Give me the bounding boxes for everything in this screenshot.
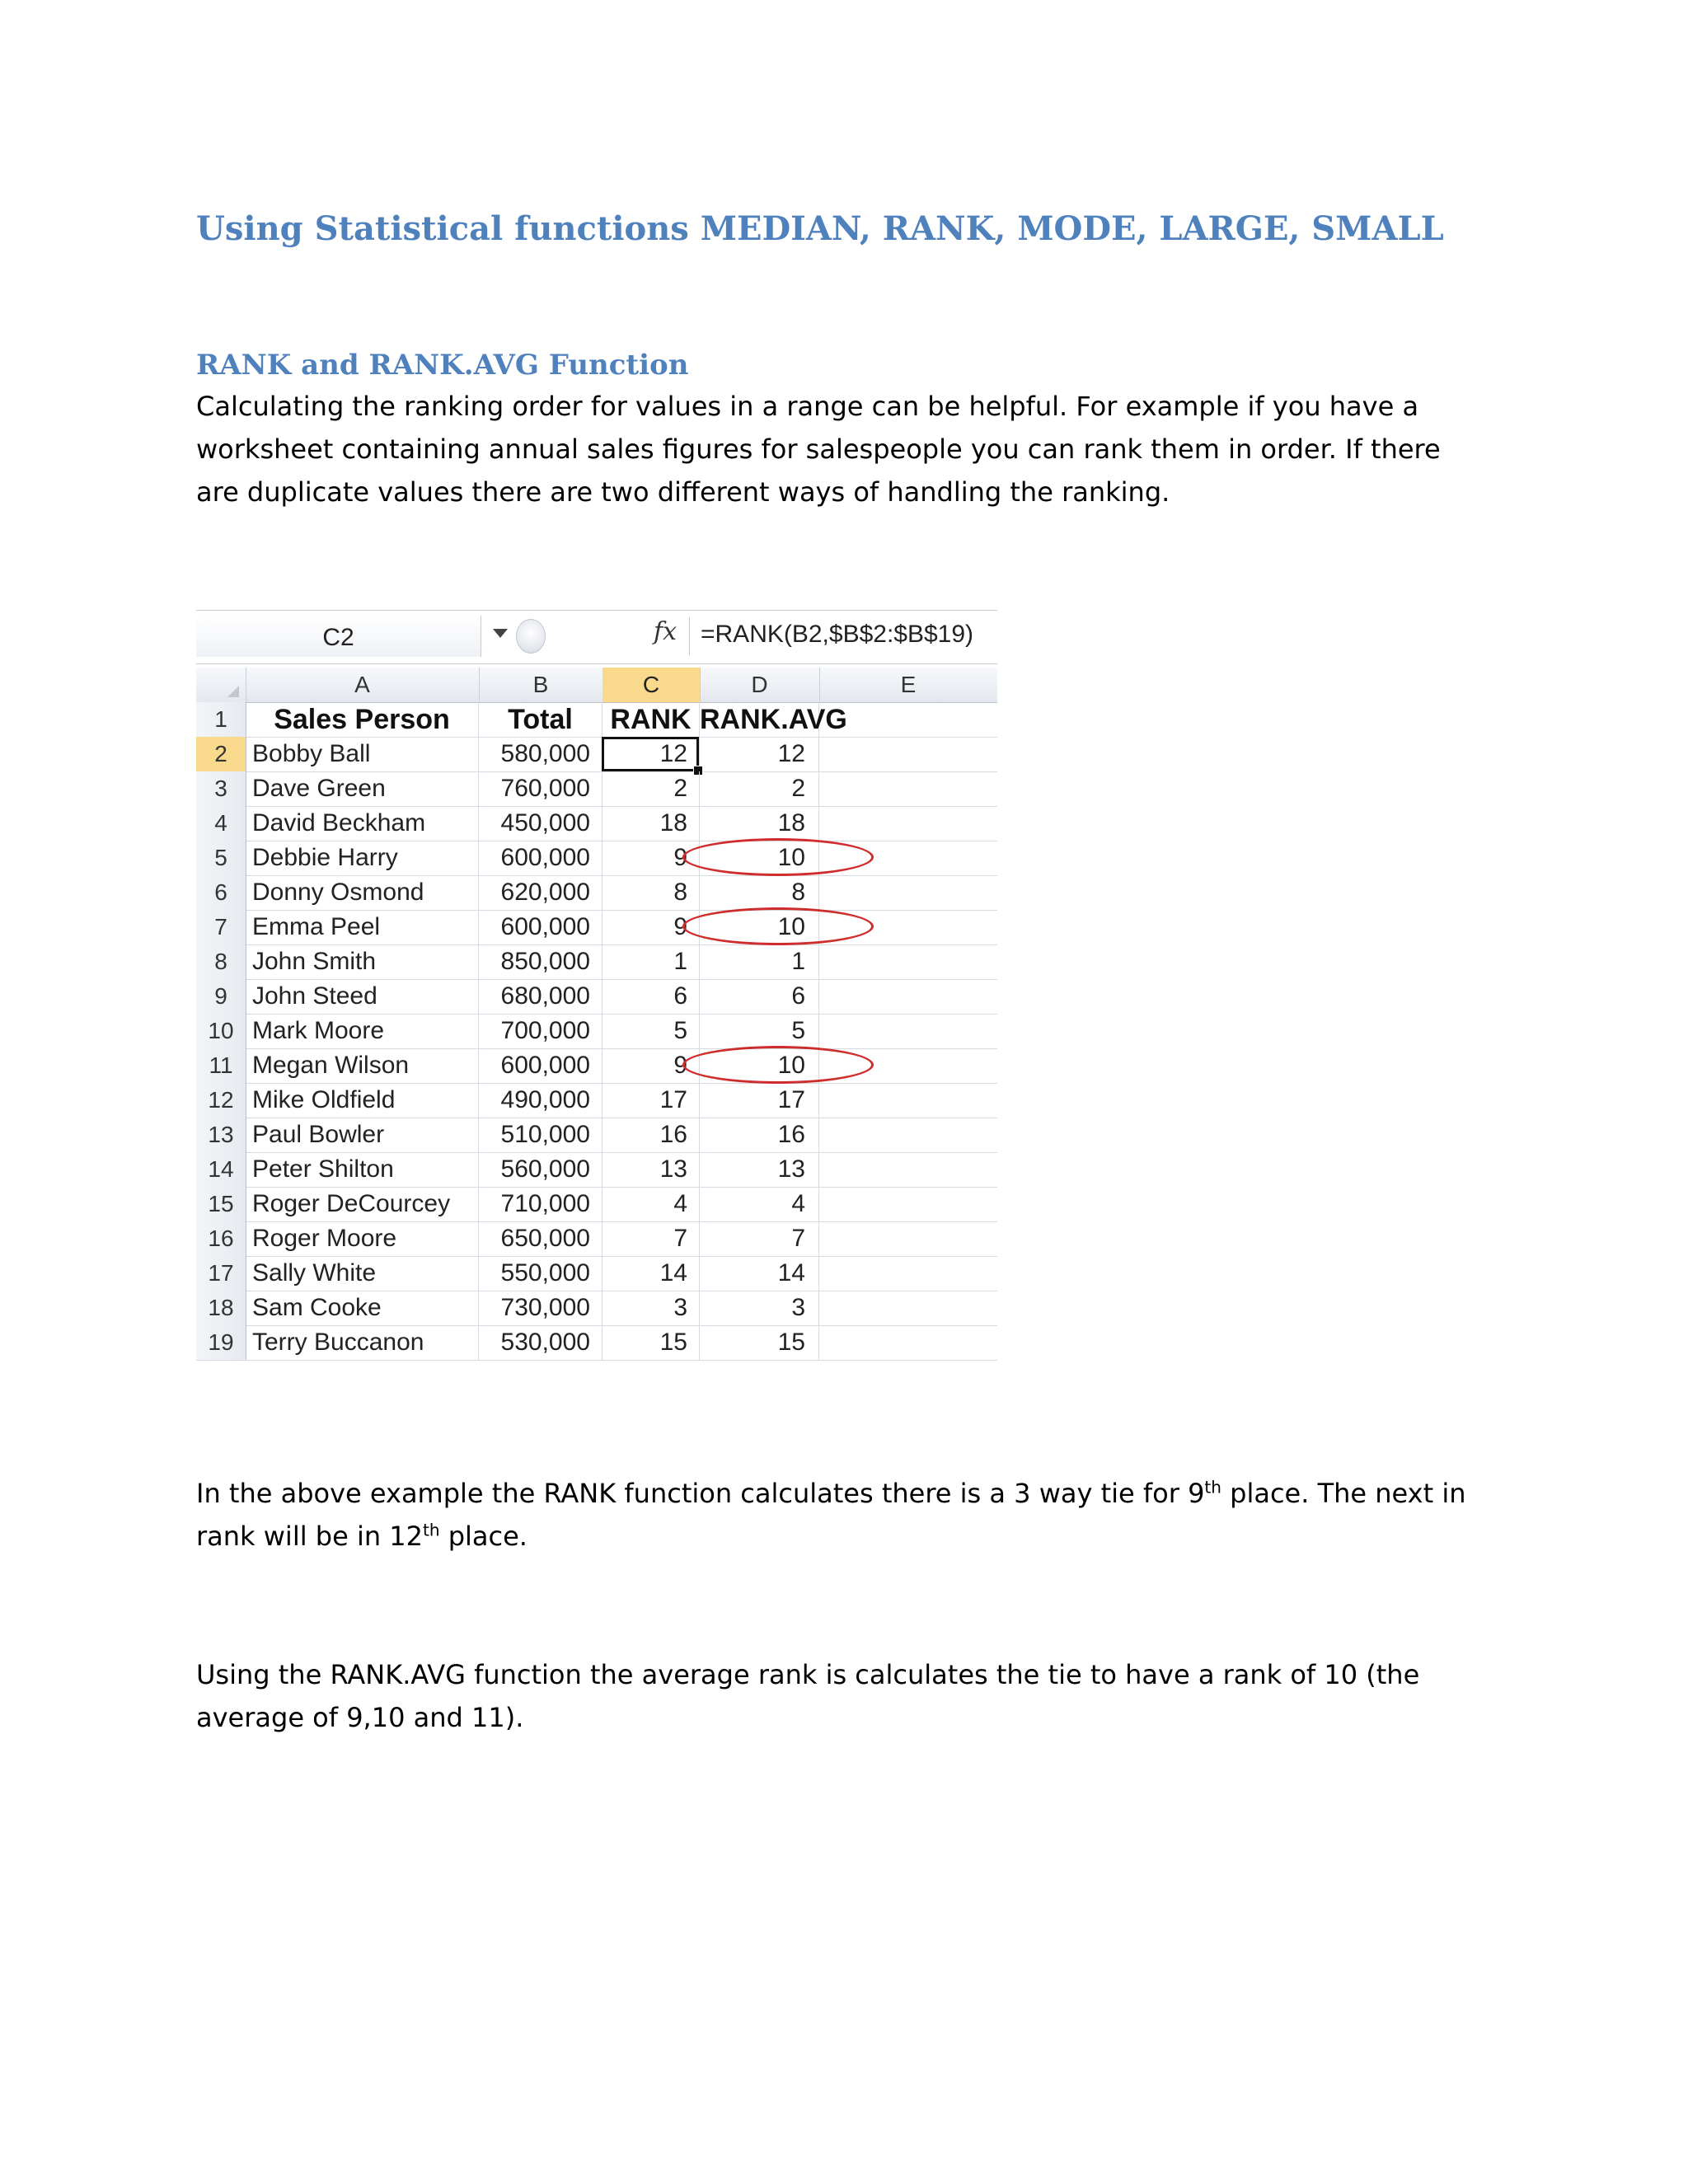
total-cell[interactable]: 560,000 bbox=[479, 1152, 603, 1187]
rank-cell[interactable]: 7 bbox=[603, 1221, 700, 1256]
section-heading: RANK and RANK.AVG Function bbox=[196, 349, 689, 382]
rank-cell[interactable]: 9 bbox=[603, 910, 700, 944]
table-row bbox=[196, 1014, 997, 1049]
formula-divider bbox=[689, 617, 690, 655]
row-number[interactable]: 1 bbox=[196, 702, 246, 737]
rank-avg-cell[interactable]: 5 bbox=[700, 1014, 819, 1048]
empty-cell-e[interactable] bbox=[819, 979, 997, 1014]
empty-cell-e[interactable] bbox=[819, 737, 997, 771]
rank-avg-cell[interactable]: 1 bbox=[700, 944, 819, 979]
rank-cell[interactable]: 17 bbox=[603, 1083, 700, 1118]
sales-person-cell[interactable]: Paul Bowler bbox=[246, 1118, 479, 1152]
sales-person-cell[interactable]: Peter Shilton bbox=[246, 1152, 479, 1187]
sales-person-cell[interactable]: John Smith bbox=[246, 944, 479, 979]
rank-cell[interactable]: 8 bbox=[603, 875, 700, 910]
rank-avg-cell[interactable]: 3 bbox=[700, 1291, 819, 1325]
rank-avg-cell[interactable]: 8 bbox=[700, 875, 819, 910]
row-number[interactable]: 13 bbox=[196, 1118, 246, 1152]
table-row bbox=[196, 944, 997, 980]
rank-avg-cell[interactable]: 4 bbox=[700, 1187, 819, 1221]
table-row bbox=[196, 1256, 997, 1291]
table-row bbox=[196, 875, 997, 911]
rank-cell[interactable]: 13 bbox=[603, 1152, 700, 1187]
table-row bbox=[196, 806, 997, 841]
rank-cell[interactable]: 9 bbox=[603, 1048, 700, 1083]
name-box[interactable] bbox=[196, 616, 481, 657]
table-row bbox=[196, 1083, 997, 1118]
table-row bbox=[196, 1291, 997, 1326]
total-cell[interactable]: 850,000 bbox=[479, 944, 603, 979]
rank-note-part1: In the above example the RANK function calculates there is a 3 way tie for 9 bbox=[196, 1478, 1205, 1509]
tie-highlight-ellipse bbox=[682, 1046, 874, 1084]
rank-note-paragraph bbox=[196, 1472, 1482, 1558]
rank-note-part2: place. The next in rank will be in 12 bbox=[196, 1478, 1466, 1552]
header-rank-avg[interactable]: RANK.AVG bbox=[700, 704, 847, 735]
rank-avg-cell[interactable]: 7 bbox=[700, 1221, 819, 1256]
total-cell[interactable]: 550,000 bbox=[479, 1256, 603, 1291]
table-row bbox=[196, 1187, 997, 1222]
table-row bbox=[196, 910, 997, 945]
row-number[interactable]: 16 bbox=[196, 1221, 246, 1256]
rank-cell[interactable]: 1 bbox=[603, 944, 700, 979]
rank-avg-cell[interactable]: 2 bbox=[700, 771, 819, 806]
rank-avg-cell[interactable]: 16 bbox=[700, 1118, 819, 1152]
rank-avg-cell[interactable]: 14 bbox=[700, 1256, 819, 1291]
column-header-d[interactable]: D bbox=[700, 668, 820, 702]
column-header-c[interactable]: C bbox=[603, 668, 701, 702]
rank-avg-cell[interactable]: 10 bbox=[700, 910, 819, 944]
empty-cell-e[interactable] bbox=[819, 1291, 997, 1325]
intro-paragraph: Calculating the ranking order for values in a range can be helpful. For example if you have a worksheet containing annual sales figures for salespeople you can rank them in order. If there are duplicate values there are two different ways of handling the ranking. bbox=[196, 391, 1441, 508]
header-sales-person[interactable]: Sales Person bbox=[246, 702, 479, 737]
rank-avg-cell[interactable]: 18 bbox=[700, 806, 819, 841]
row-number[interactable]: 4 bbox=[196, 806, 246, 841]
total-cell[interactable]: 450,000 bbox=[479, 806, 603, 841]
tie-highlight-ellipse bbox=[682, 907, 874, 945]
total-cell[interactable]: 730,000 bbox=[479, 1291, 603, 1325]
sales-person-cell[interactable]: Bobby Ball bbox=[246, 737, 479, 771]
row-number[interactable]: 7 bbox=[196, 910, 246, 944]
table-row bbox=[196, 1152, 997, 1188]
empty-cell-e[interactable] bbox=[819, 1325, 997, 1360]
function-icon-label: fx bbox=[654, 617, 678, 646]
column-header-b[interactable]: B bbox=[479, 668, 603, 702]
table-row bbox=[196, 771, 997, 807]
row-number[interactable]: 3 bbox=[196, 771, 246, 806]
row-number[interactable]: 17 bbox=[196, 1256, 246, 1291]
rank-cell[interactable]: 14 bbox=[603, 1256, 700, 1291]
active-cell-outline bbox=[602, 737, 699, 771]
total-cell[interactable]: 620,000 bbox=[479, 875, 603, 910]
rank-cell[interactable]: 9 bbox=[603, 841, 700, 875]
rank-cell[interactable]: 3 bbox=[603, 1291, 700, 1325]
empty-cell-e[interactable] bbox=[819, 1152, 997, 1187]
rank-cell[interactable]: 12 bbox=[603, 737, 700, 771]
table-row bbox=[196, 1221, 997, 1257]
tie-highlight-ellipse bbox=[682, 838, 874, 876]
total-cell[interactable]: 680,000 bbox=[479, 979, 603, 1014]
total-cell[interactable]: 600,000 bbox=[479, 910, 603, 944]
row-number[interactable]: 11 bbox=[196, 1048, 246, 1083]
sales-person-cell[interactable]: Roger Moore bbox=[246, 1221, 479, 1256]
row-number[interactable]: 2 bbox=[196, 737, 246, 771]
total-cell[interactable]: 600,000 bbox=[479, 841, 603, 875]
empty-cell-e[interactable] bbox=[819, 944, 997, 979]
rank-avg-note-paragraph: Using the RANK.AVG function the average rank is calculates the tie to have a rank of 10 (the average of 9,10 and 11). bbox=[196, 1659, 1420, 1733]
ordinal-suffix: th bbox=[1204, 1477, 1221, 1497]
rank-avg-cell[interactable]: 13 bbox=[700, 1152, 819, 1187]
total-cell[interactable]: 580,000 bbox=[479, 737, 603, 771]
rank-avg-cell[interactable]: 15 bbox=[700, 1325, 819, 1360]
table-row bbox=[196, 1325, 997, 1361]
select-all-icon bbox=[227, 686, 239, 697]
row-number[interactable]: 9 bbox=[196, 979, 246, 1014]
table-row bbox=[196, 979, 997, 1015]
formula-bar bbox=[196, 610, 997, 664]
row-number[interactable]: 14 bbox=[196, 1152, 246, 1187]
row-number[interactable]: 8 bbox=[196, 944, 246, 979]
total-cell[interactable]: 510,000 bbox=[479, 1118, 603, 1152]
rank-avg-cell[interactable]: 17 bbox=[700, 1083, 819, 1118]
header-rank[interactable]: RANK bbox=[603, 702, 700, 737]
row-number[interactable]: 6 bbox=[196, 875, 246, 910]
sales-person-cell[interactable]: Mike Oldfield bbox=[246, 1083, 479, 1118]
row-number[interactable]: 12 bbox=[196, 1083, 246, 1118]
sales-person-cell[interactable]: Roger DeCourcey bbox=[246, 1187, 479, 1221]
formula-input[interactable]: =RANK(B2,$B$2:$B$19) bbox=[701, 621, 974, 648]
sales-person-cell[interactable]: John Steed bbox=[246, 979, 479, 1014]
ordinal-suffix: th bbox=[423, 1520, 440, 1540]
sales-person-cell[interactable]: Mark Moore bbox=[246, 1014, 479, 1048]
row-number[interactable]: 10 bbox=[196, 1014, 246, 1048]
page-title: Using Statistical functions MEDIAN, RANK, MODE, LARGE, SMALL bbox=[196, 209, 1444, 248]
sales-person-cell[interactable]: Megan Wilson bbox=[246, 1048, 479, 1083]
sales-person-cell[interactable]: Debbie Harry bbox=[246, 841, 479, 875]
column-header-a[interactable]: A bbox=[246, 668, 480, 702]
rank-cell[interactable]: 6 bbox=[603, 979, 700, 1014]
total-cell[interactable]: 710,000 bbox=[479, 1187, 603, 1221]
table-row bbox=[196, 737, 997, 772]
empty-cell-e[interactable] bbox=[819, 1014, 997, 1048]
total-cell[interactable]: 700,000 bbox=[479, 1014, 603, 1048]
sales-person-cell[interactable]: Donny Osmond bbox=[246, 875, 479, 910]
total-cell[interactable]: 530,000 bbox=[479, 1325, 603, 1360]
table-row bbox=[196, 1048, 997, 1084]
empty-cell-e[interactable] bbox=[819, 702, 997, 737]
total-cell[interactable]: 600,000 bbox=[479, 1048, 603, 1083]
table-row bbox=[196, 841, 997, 876]
row-number[interactable]: 5 bbox=[196, 841, 246, 875]
column-header-row bbox=[196, 668, 997, 703]
empty-cell-e[interactable] bbox=[819, 771, 997, 806]
total-cell[interactable]: 650,000 bbox=[479, 1221, 603, 1256]
select-all-corner[interactable] bbox=[196, 668, 246, 702]
formula-bar-grip-icon bbox=[516, 619, 546, 654]
header-row bbox=[196, 702, 997, 738]
function-icon[interactable] bbox=[654, 617, 677, 646]
total-cell[interactable]: 490,000 bbox=[479, 1083, 603, 1118]
rank-avg-cell[interactable]: 12 bbox=[700, 737, 819, 771]
empty-cell-e[interactable] bbox=[819, 1256, 997, 1291]
sales-person-cell[interactable]: Emma Peel bbox=[246, 910, 479, 944]
row-number[interactable]: 18 bbox=[196, 1291, 246, 1325]
rank-cell[interactable]: 16 bbox=[603, 1118, 700, 1152]
rank-avg-cell[interactable]: 10 bbox=[700, 1048, 819, 1083]
rank-cell[interactable]: 15 bbox=[603, 1325, 700, 1360]
rank-avg-cell[interactable]: 6 bbox=[700, 979, 819, 1014]
column-header-e[interactable]: E bbox=[900, 672, 917, 697]
chevron-down-icon[interactable] bbox=[493, 629, 508, 638]
sales-person-cell[interactable]: Dave Green bbox=[246, 771, 479, 806]
empty-cell-e[interactable] bbox=[819, 1083, 997, 1118]
total-cell[interactable]: 760,000 bbox=[479, 771, 603, 806]
empty-cell-e[interactable] bbox=[819, 1118, 997, 1152]
rank-cell[interactable]: 4 bbox=[603, 1187, 700, 1221]
sales-person-cell[interactable]: Sam Cooke bbox=[246, 1291, 479, 1325]
empty-cell-e[interactable] bbox=[819, 1221, 997, 1256]
rank-cell[interactable]: 5 bbox=[603, 1014, 700, 1048]
sales-person-cell[interactable]: Sally White bbox=[246, 1256, 479, 1291]
empty-cell-e[interactable] bbox=[819, 1187, 997, 1221]
empty-cell-e[interactable] bbox=[819, 806, 997, 841]
spreadsheet-screenshot bbox=[196, 610, 997, 1368]
row-number[interactable]: 19 bbox=[196, 1325, 246, 1360]
sales-person-cell[interactable]: Terry Buccanon bbox=[246, 1325, 479, 1360]
name-box-value: C2 bbox=[322, 624, 354, 651]
rank-cell[interactable]: 18 bbox=[603, 806, 700, 841]
sales-person-cell[interactable]: David Beckham bbox=[246, 806, 479, 841]
rank-note-part3: place. bbox=[439, 1521, 528, 1552]
rank-cell[interactable]: 2 bbox=[603, 771, 700, 806]
empty-cell-e[interactable] bbox=[819, 875, 997, 910]
table-row bbox=[196, 1118, 997, 1153]
header-total[interactable]: Total bbox=[479, 702, 603, 737]
row-number[interactable]: 15 bbox=[196, 1187, 246, 1221]
rank-avg-cell[interactable]: 10 bbox=[700, 841, 819, 875]
